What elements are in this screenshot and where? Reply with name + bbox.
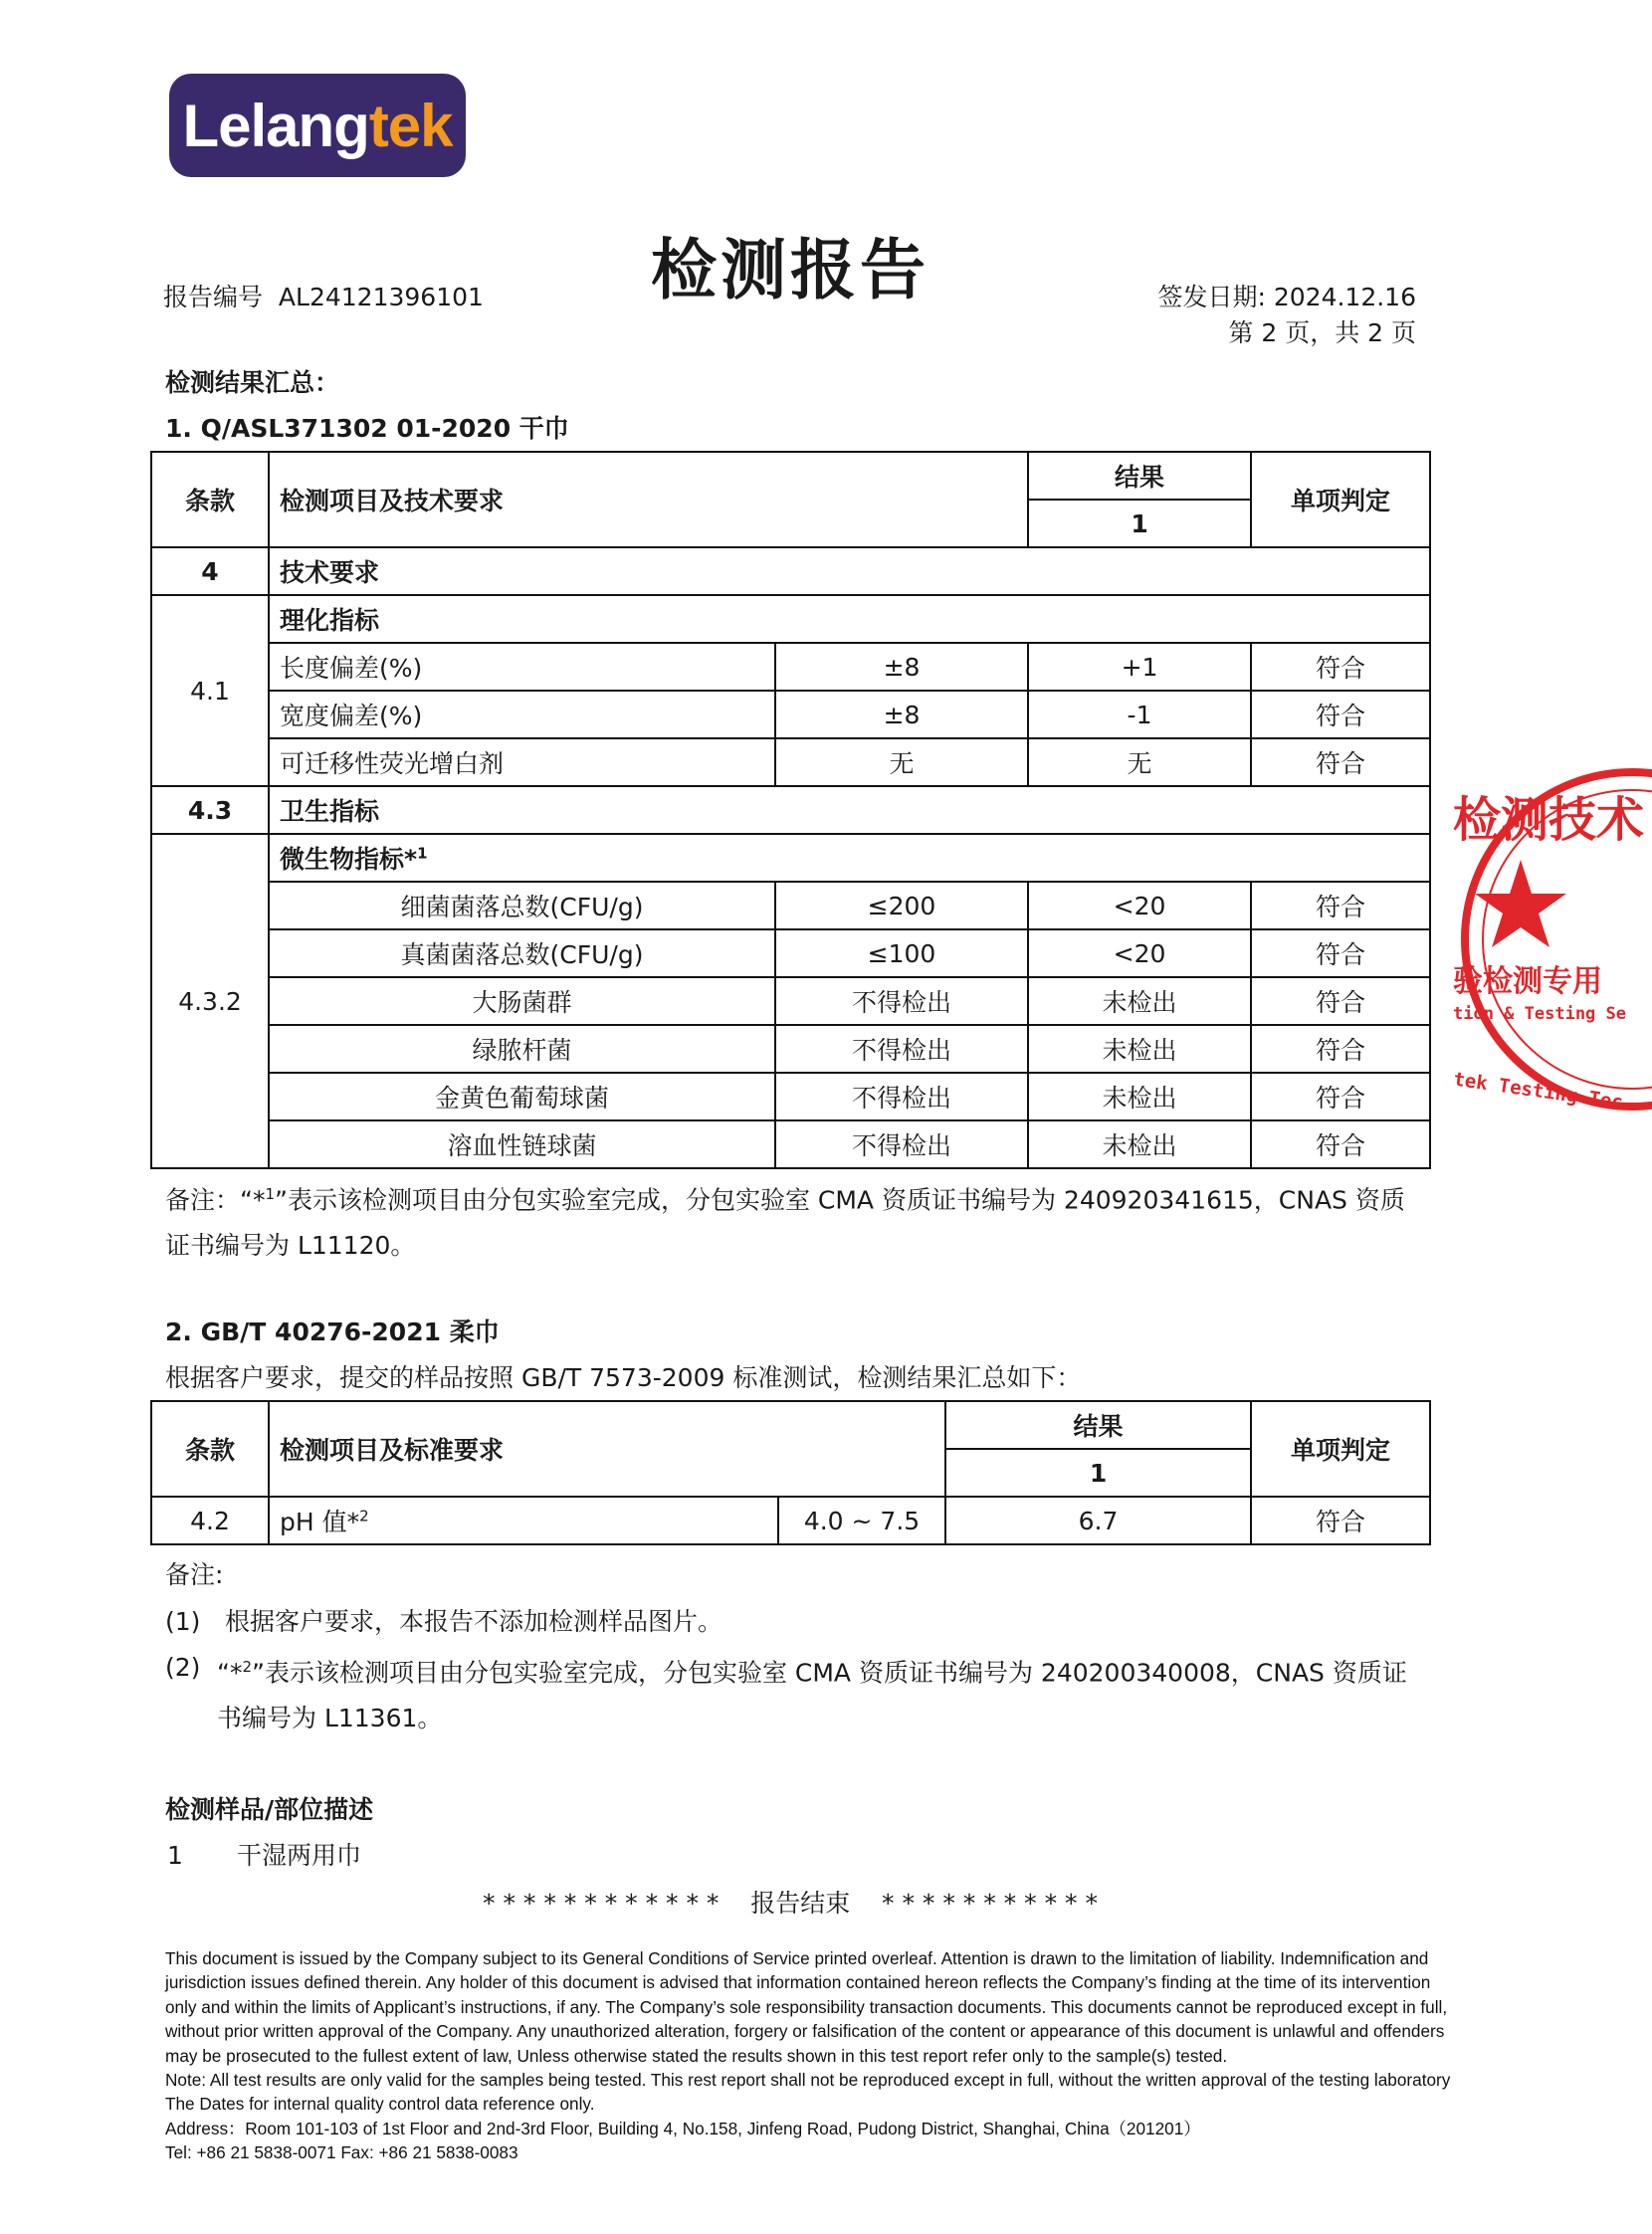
summary-heading: 检测结果汇总：	[165, 368, 340, 397]
issue-date: 签发日期: 2024.12.16	[1157, 283, 1416, 311]
section1-heading: 1. Q/ASL371302 01-2020 干巾	[165, 414, 569, 443]
verdict-cell: 符合	[1251, 929, 1430, 977]
report-end-line: * * * * * * * * * * * * 报告结束 * * * * * * * * * * *	[483, 1889, 1098, 1918]
report-number-value: AL24121396101	[278, 283, 484, 311]
result-cell: +1	[1028, 643, 1251, 691]
footnote-marker: 2	[359, 1507, 369, 1525]
result-cell: 未检出	[1028, 977, 1251, 1025]
table-row	[151, 691, 1430, 738]
item-cell: 绿脓杆菌	[269, 1025, 775, 1073]
seal-text-english: tion & Testing Se	[1453, 1004, 1626, 1024]
result-cell: <20	[1028, 882, 1251, 929]
seal-text-top: 检测技术	[1453, 792, 1645, 848]
footer-contact: Tel: +86 21 5838-0071 Fax: +86 21 5838-0083	[165, 2142, 518, 2163]
section-cell: 卫生指标	[269, 786, 1430, 834]
group-label: 微生物指标*	[280, 845, 418, 874]
header-result: 结果	[1028, 452, 1251, 500]
table-row	[151, 929, 1430, 977]
result-cell: 无	[1028, 738, 1251, 786]
footer	[165, 1946, 1459, 2165]
group-cell: 理化指标	[269, 595, 1430, 643]
requirement-cell: ≤100	[775, 929, 1028, 977]
seal-text-bottom: tek Testing Tec	[1452, 1068, 1625, 1115]
requirement-cell: 不得检出	[775, 1120, 1028, 1168]
table-row	[151, 643, 1430, 691]
footnote-marker: 2	[242, 1658, 252, 1676]
header-item: 检测项目及技术要求	[269, 452, 1028, 547]
table-row	[151, 1497, 1430, 1544]
footnote-marker: 1	[265, 1185, 275, 1203]
requirement-cell: 4.0 ~ 7.5	[778, 1497, 945, 1544]
note-prefix: “*	[217, 1658, 243, 1688]
sample-number: 1	[167, 1841, 183, 1870]
table-row	[151, 834, 1430, 882]
company-logo	[169, 74, 466, 177]
requirement-cell: 不得检出	[775, 1073, 1028, 1120]
result-cell: 未检出	[1028, 1025, 1251, 1073]
verdict-cell: 符合	[1251, 1497, 1430, 1544]
clause-cell: 4.2	[151, 1497, 269, 1544]
red-seal-stamp	[1433, 748, 1652, 1146]
section2-heading: 2. GB/T 40276-2021 柔巾	[165, 1318, 500, 1346]
table-row	[151, 1025, 1430, 1073]
clause-cell: 4.1	[151, 595, 269, 786]
verdict-cell: 符合	[1251, 977, 1430, 1025]
item-cell: 金黄色葡萄球菌	[269, 1073, 775, 1120]
requirement-cell: ≤200	[775, 882, 1028, 929]
table-row	[151, 1120, 1430, 1168]
item-cell: 真菌菌落总数(CFU/g)	[269, 929, 775, 977]
note2-number: (2)	[165, 1653, 201, 1682]
result-cell: 未检出	[1028, 1120, 1251, 1168]
seal-text-middle: 验检测专用	[1453, 964, 1602, 999]
clause-cell: 4	[151, 547, 269, 595]
item-cell: 大肠菌群	[269, 977, 775, 1025]
requirement-cell: 不得检出	[775, 977, 1028, 1025]
footnote-marker: 1	[417, 844, 428, 863]
result-cell: -1	[1028, 691, 1251, 738]
results-table-1	[150, 451, 1431, 1169]
logo-text-accent: tek	[368, 92, 453, 159]
result-cell: <20	[1028, 929, 1251, 977]
table-row	[151, 738, 1430, 786]
verdict-cell: 符合	[1251, 1120, 1430, 1168]
footer-note: Note: All test results are only valid for the samples being tested. This rest report shall not be reproduced except in full, without the written approval of the testing laboratory The Dates for internal quality control data reference only.	[165, 2070, 1451, 2115]
verdict-cell: 符合	[1251, 643, 1430, 691]
sample-name: 干湿两用巾	[237, 1841, 362, 1870]
table-row	[151, 977, 1430, 1025]
table-row	[151, 1073, 1430, 1120]
header-verdict: 单项判定	[1251, 452, 1430, 547]
header-item: 检测项目及标准要求	[269, 1401, 945, 1497]
report-number-label: 报告编号	[163, 283, 264, 311]
item-cell	[269, 1497, 778, 1544]
requirement-cell: 不得检出	[775, 1025, 1028, 1073]
item-cell: 长度偏差(%)	[269, 643, 775, 691]
table-row	[151, 547, 1430, 595]
requirement-cell: 无	[775, 738, 1028, 786]
sample-heading: 检测样品/部位描述	[165, 1795, 374, 1824]
table-row	[151, 786, 1430, 834]
verdict-cell: 符合	[1251, 882, 1430, 929]
header-clause: 条款	[151, 452, 269, 547]
note-body: ”表示该检测项目由分包实验室完成，分包实验室 CMA 资质证书编号为 240920341615，CNAS 资质证书编号为 L11120。	[165, 1185, 1405, 1261]
header-result-number: 1	[1028, 500, 1251, 547]
clause-cell: 4.3	[151, 786, 269, 834]
item-label: pH 值*	[280, 1508, 360, 1536]
result-cell: 6.7	[945, 1497, 1251, 1544]
note1-number: (1)	[165, 1607, 201, 1636]
item-cell: 细菌菌落总数(CFU/g)	[269, 882, 775, 929]
verdict-cell: 符合	[1251, 1073, 1430, 1120]
logo-text-main: Lelang	[182, 92, 369, 159]
header-clause: 条款	[151, 1401, 269, 1497]
seal-icon	[1433, 748, 1652, 1146]
results-table-2	[150, 1400, 1431, 1545]
verdict-cell: 符合	[1251, 691, 1430, 738]
table1-note	[165, 1171, 1421, 1269]
header-result: 结果	[945, 1401, 1251, 1449]
clause-cell: 4.3.2	[151, 834, 269, 1168]
section2-intro: 根据客户要求，提交的样品按照 GB/T 7573-2009 标准测试，检测结果汇总如下：	[165, 1363, 1082, 1392]
section-cell: 技术要求	[269, 547, 1430, 595]
note-body: ”表示该检测项目由分包实验室完成，分包实验室 CMA 资质证书编号为 240200340008，CNAS 资质证书编号为 L11361。	[217, 1658, 1407, 1733]
header-verdict: 单项判定	[1251, 1401, 1430, 1497]
note2-text	[217, 1644, 1423, 1741]
item-cell: 宽度偏差(%)	[269, 691, 775, 738]
header-result-number: 1	[945, 1449, 1251, 1497]
item-cell: 可迁移性荧光增白剂	[269, 738, 775, 786]
verdict-cell: 符合	[1251, 738, 1430, 786]
footer-address: Address：Room 101-103 of 1st Floor and 2nd-3rd Floor, Building 4, No.158, Jinfeng Road, Pudong District, Shanghai, China（201201）	[165, 2118, 1201, 2138]
page-number: 第 2 页，共 2 页	[1228, 318, 1416, 347]
report-number	[163, 281, 484, 314]
footer-disclaimer: This document is issued by the Company subject to its General Conditions of Service printed overleaf. Attention is drawn to the limitation of liability. Indemnification and jurisdiction issues defined therein. Any holder of this document is advised that information contained hereon reflects the Company’s finding at the time of its intervention only and within the limits of Applicant’s instructions, if any. The Company’s sole responsibility transaction documents. This documents cannot be reproduced except in full, without prior written approval of the Company. Any unauthorized alteration, forgery or falsification of the content or appearance of this document is unlawful and offenders may be prosecuted to the fullest extent of law, Unless otherwise stated the results shown in this test report refer only to the sample(s) tested.	[165, 1948, 1448, 2066]
requirement-cell: ±8	[775, 691, 1028, 738]
verdict-cell: 符合	[1251, 1025, 1430, 1073]
table-row	[151, 595, 1430, 643]
group-cell	[269, 834, 1430, 882]
item-cell: 溶血性链球菌	[269, 1120, 775, 1168]
requirement-cell: ±8	[775, 643, 1028, 691]
note1-text: 根据客户要求，本报告不添加检测样品图片。	[225, 1607, 723, 1636]
notes-label: 备注:	[165, 1560, 224, 1589]
page-title: 检测报告	[651, 231, 929, 308]
result-cell: 未检出	[1028, 1073, 1251, 1120]
note-prefix: 备注：“*	[165, 1185, 266, 1215]
table-row	[151, 882, 1430, 929]
